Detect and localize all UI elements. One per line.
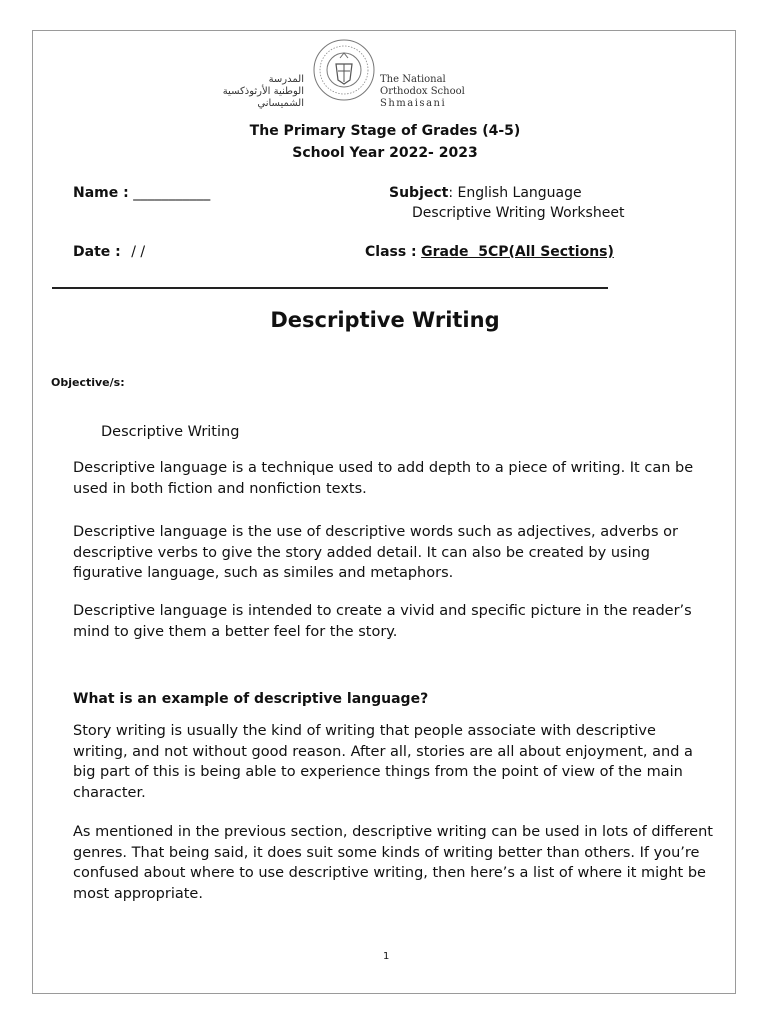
subject-value: : English Language xyxy=(448,185,582,201)
question-heading: What is an example of descriptive language? xyxy=(73,691,429,707)
name-field xyxy=(73,185,210,201)
arabic-line-3: الشميساني xyxy=(257,98,304,109)
school-seal-icon xyxy=(312,38,376,102)
school-name-english xyxy=(380,74,465,110)
class-field xyxy=(365,244,614,260)
date-label: Date : xyxy=(73,244,121,260)
paragraph-2-text: Descriptive language is the use of descriptive words such as adjectives, adverbs or descriptive verbs to give the story added detail. It can also be created by using figurative language, such as similes and metaphors. xyxy=(73,524,678,581)
answer-paragraph-1-text: Story writing is usually the kind of writing that people associate with descriptive writing, and not without good reason. After all, stories are all about enjoyment, and a big part of this is being able to experience things from the point of view of the main character. xyxy=(73,723,693,801)
subject-label: Subject xyxy=(389,185,449,201)
subject-line-2: Descriptive Writing Worksheet xyxy=(412,205,625,221)
page-title: Descriptive Writing xyxy=(270,308,500,332)
answer-paragraph-2-text: As mentioned in the previous section, descriptive writing can be used in lots of different genres. That being said, it does suit some kinds of writing better than others. If you’re confused about where to use descriptive writing, then here’s a list of where it might be most appropriate. xyxy=(73,824,713,902)
answer-paragraph-1 xyxy=(73,721,713,803)
answer-paragraph-2 xyxy=(73,822,713,904)
arabic-line-1: المدرسة xyxy=(268,74,304,85)
name-blank: ___________ xyxy=(133,185,211,201)
school-year-heading: School Year 2022- 2023 xyxy=(292,145,478,161)
paragraph-1 xyxy=(73,458,713,499)
class-value: Grade 5CP(All Sections) xyxy=(421,244,614,260)
paragraph-2 xyxy=(73,522,713,584)
page-number: 1 xyxy=(383,951,390,962)
school-name-arabic xyxy=(220,74,304,110)
objective-item: Descriptive Writing xyxy=(101,424,240,440)
stage-heading: The Primary Stage of Grades (4-5) xyxy=(249,123,521,139)
paragraph-3 xyxy=(73,601,713,642)
arabic-line-2: الوطنية الأرثوذكسية xyxy=(222,86,304,97)
objective-label: Objective/s: xyxy=(51,376,125,389)
name-label: Name : xyxy=(73,185,129,201)
subject-field xyxy=(389,185,582,201)
paragraph-3-text: Descriptive language is intended to create a vivid and specific picture in the reader’s mind to give them a better feel for the story. xyxy=(73,603,692,640)
english-line-1: The National xyxy=(380,74,446,85)
date-value: / / xyxy=(131,244,146,260)
paragraph-1-text: Descriptive language is a technique used to add depth to a piece of writing. It can be used in both fiction and nonfiction texts. xyxy=(73,460,694,497)
english-line-2: Orthodox School xyxy=(380,86,465,97)
date-field xyxy=(73,244,145,260)
header-divider xyxy=(52,287,608,289)
english-line-3: Shmaisani xyxy=(380,98,447,109)
class-label: Class : xyxy=(365,244,417,260)
